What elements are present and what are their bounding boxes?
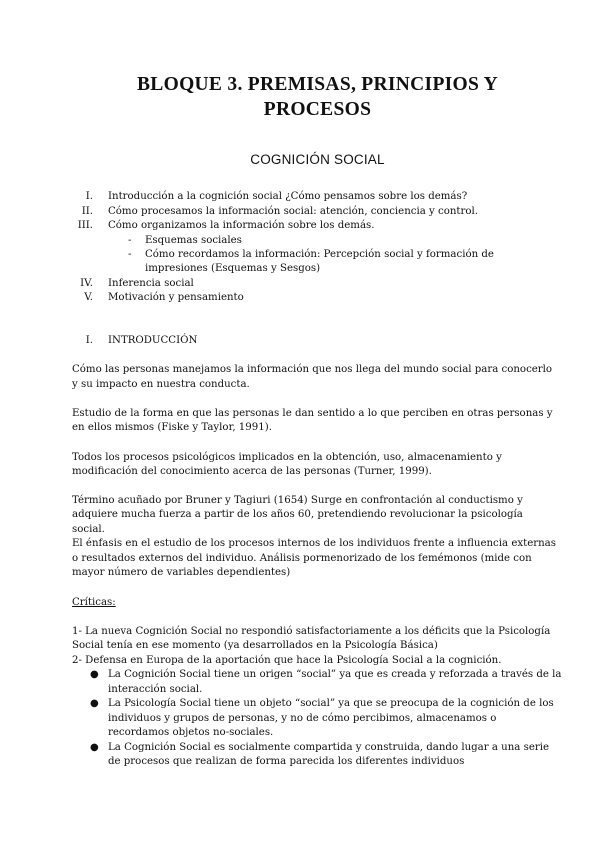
paragraph-line: mayor número de variables dependientes): [72, 567, 291, 578]
toc-number: IV.: [80, 278, 93, 289]
bullet-item: recordamos objetos no-sociales.: [108, 727, 274, 738]
section-number: I.: [85, 335, 93, 346]
paragraph-line: modificación del conocimiento acerca de las personas (Turner, 1999).: [72, 466, 432, 477]
toc-item: Introducción a la cognición social ¿Cómo pensamos sobre los demás?: [108, 191, 468, 202]
paragraph-line: adquiere mucha fuerza a partir de los años 60, pretendiendo revolucionar la psicología: [72, 509, 523, 520]
section-subtitle: COGNICIÓN SOCIAL: [250, 152, 385, 167]
criticas-heading: Críticas:: [72, 597, 116, 608]
bullet-dot-icon: ●: [90, 742, 99, 753]
paragraph-line: o resultados externos del individuo. Análisis pormenorizado de los femémonos (mide con: [72, 553, 532, 564]
criticas-line: 2- Defensa en Europa de la aportación que hace la Psicología Social a la cognición.: [72, 655, 502, 666]
toc-number: III.: [77, 220, 93, 231]
title-line-1: BLOQUE 3. PREMISAS, PRINCIPIOS Y: [136, 74, 498, 95]
paragraph-line: Término acuñado por Bruner y Tagiuri (1654) Surge en confrontación al conductismo y: [72, 495, 523, 506]
bullet-item: interacción social.: [108, 684, 203, 695]
toc-sub-item-cont: impresiones (Esquemas y Sesgos): [145, 263, 321, 274]
paragraph-line: Cómo las personas manejamos la información que nos llega del mundo social para conocerlo: [72, 364, 553, 375]
toc-item: Motivación y pensamiento: [108, 292, 244, 303]
toc-sub-dash: -: [128, 235, 132, 246]
toc-sub-dash: -: [128, 249, 132, 260]
criticas-line: Social tenía en ese momento (ya desarrollados en la Psicología Básica): [72, 640, 438, 651]
title-line-2: PROCESOS: [263, 99, 372, 120]
paragraph-line: Todos los procesos psicológicos implicados en la obtención, uso, almacenamiento y: [72, 452, 502, 463]
toc-item: Cómo organizamos la información sobre los demás.: [108, 220, 375, 231]
bullet-dot-icon: ●: [90, 669, 99, 680]
toc-sub-item: Cómo recordamos la información: Percepción social y formación de: [145, 249, 494, 260]
bullet-item: La Cognición Social tiene un origen “social” ya que es creada y reforzada a través de la: [108, 669, 562, 680]
toc-number: II.: [81, 206, 93, 217]
paragraph-line: Estudio de la forma en que las personas le dan sentido a lo que perciben en otras personas y: [72, 408, 553, 419]
bullet-dot-icon: ●: [90, 698, 99, 709]
toc-number: I.: [85, 191, 93, 202]
bullet-item: La Psicología Social tiene un objeto “social” ya que se preocupa de la cognición de los: [108, 698, 554, 709]
paragraph-line: en ellos mismos (Fiske y Taylor, 1991).: [72, 422, 272, 433]
paragraph-line: y su impacto en nuestra conducta.: [72, 379, 250, 390]
paragraph-line: El énfasis en el estudio de los procesos internos de los individuos frente a influencia externas: [72, 538, 556, 549]
toc-item: Cómo procesamos la información social: atención, conciencia y control.: [108, 206, 479, 217]
section-heading: INTRODUCCIÓN: [108, 335, 198, 346]
bullet-item: individuos y grupos de personas, y no de cómo percibimos, almacenamos o: [108, 713, 497, 724]
page-title: [60, 72, 575, 122]
bullet-item: de procesos que realizan de forma parecida los diferentes individuos: [108, 756, 465, 767]
toc-number: V.: [84, 292, 93, 303]
criticas-line: 1- La nueva Cognición Social no respondió satisfactoriamente a los déficits que la Psicología: [72, 626, 551, 637]
paragraph-line: social.: [72, 524, 105, 535]
toc-sub-item: Esquemas sociales: [145, 235, 242, 246]
bullet-item: La Cognición Social es socialmente compartida y construida, dando lugar a una serie: [108, 742, 550, 753]
toc-item: Inferencia social: [108, 278, 194, 289]
